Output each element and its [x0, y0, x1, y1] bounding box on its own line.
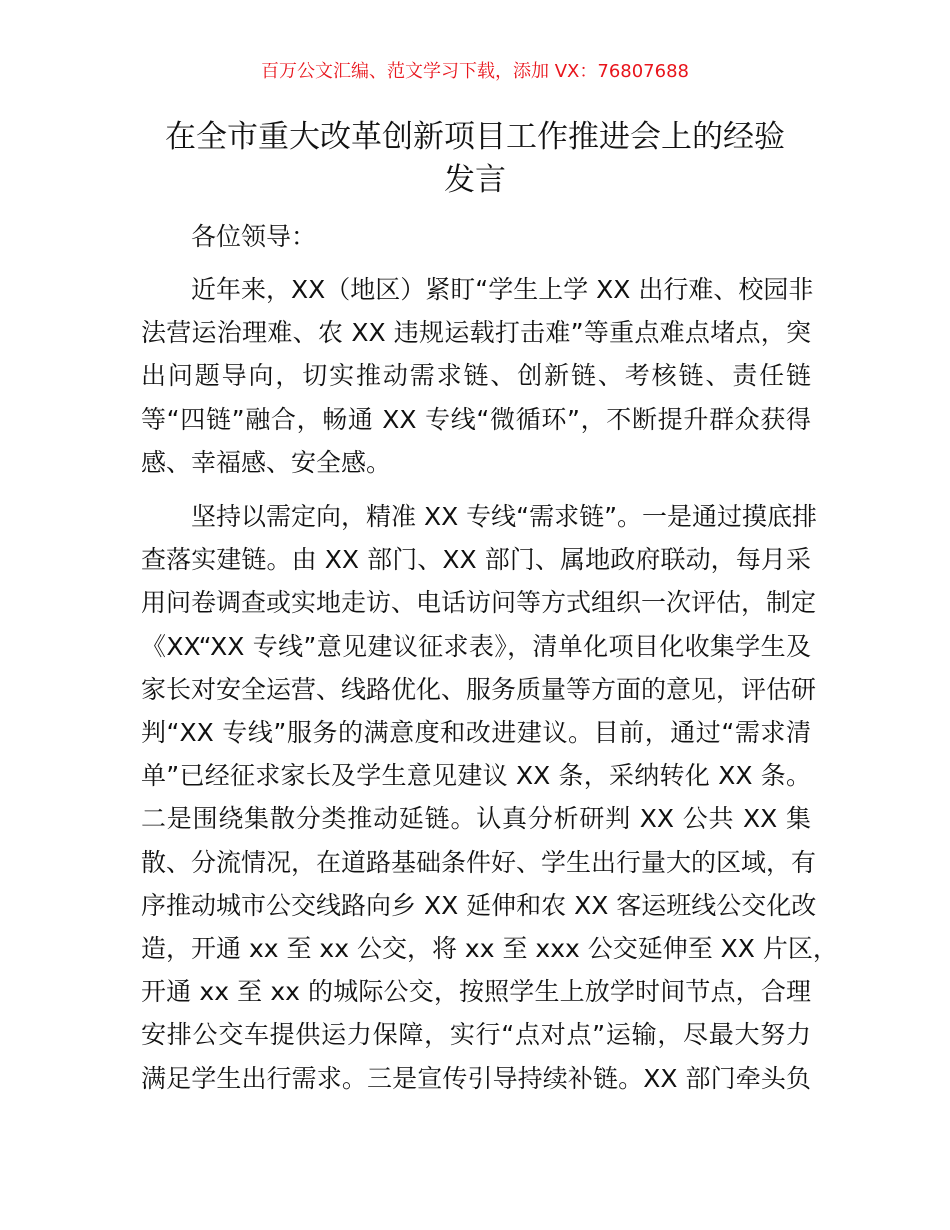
paragraph-2-line: 满足学生出行需求。三是宣传引导持续补链。XX 部门牵头负	[141, 1063, 811, 1093]
paragraph-2-line: 二是围绕集散分类推动延链。认真分析研判 XX 公共 XX 集	[141, 804, 811, 834]
paragraph-1-line: 出问题导向，切实推动需求链、创新链、考核链、责任链	[141, 361, 811, 391]
paragraph-1-line: 近年来，XX（地区）紧盯“学生上学 XX 出行难、校园非	[191, 275, 814, 304]
paragraph-2-line: 序推动城市公交线路向乡 XX 延伸和农 XX 客运班线公交化改	[141, 890, 817, 920]
page-title-line-1: 在全市重大改革创新项目工作推进会上的经验	[165, 119, 785, 155]
paragraph-2-line: 坚持以需定向，精准 XX 专线“需求链”。一是通过摸底排	[191, 502, 818, 531]
paragraph-2-line: 单”已经征求家长及学生意见建议 XX 条，采纳转化 XX 条。	[141, 761, 811, 791]
page-title-line-2: 发言	[444, 162, 506, 198]
paragraph-2-line: 家长对安全运营、线路优化、服务质量等方面的意见，评估研	[141, 674, 817, 704]
paragraph-2-line: 开通 xx 至 xx 的城际公交，按照学生上放学时间节点，合理	[141, 977, 811, 1007]
paragraph-2-line: 安排公交车提供运力保障，实行“点对点”运输，尽最大努力	[141, 1020, 811, 1050]
paragraph-1-line: 等“四链”融合，畅通 XX 专线“微循环”，不断提升群众获得	[141, 404, 811, 434]
paragraph-2-line: 造，开通 xx 至 xx 公交，将 xx 至 xxx 公交延伸至 XX 片区，	[141, 934, 838, 963]
paragraph-2-line: 判“XX 专线”服务的满意度和改进建议。目前，通过“需求清	[141, 718, 811, 747]
paragraph-1-line: 法营运治理难、农 XX 违规运载打击难”等重点难点堵点，突	[141, 318, 811, 348]
paragraph-2-line: 《XX“XX 专线”意见建议征求表》，清单化项目化收集学生及	[141, 631, 811, 661]
paragraph-2-line: 查落实建链。由 XX 部门、XX 部门、属地政府联动，每月采	[141, 545, 811, 575]
watermark-header: 百万公文汇编、范文学习下载，添加 VX：76807688	[261, 61, 689, 82]
paragraph-2-line: 用问卷调查或实地走访、电话访问等方式组织一次评估，制定	[141, 588, 817, 618]
paragraph-1-line: 感、幸福感、安全感。	[141, 447, 392, 477]
paragraph-2-line: 散、分流情况，在道路基础条件好、学生出行量大的区域，有	[141, 847, 817, 877]
salutation: 各位领导：	[191, 222, 317, 251]
